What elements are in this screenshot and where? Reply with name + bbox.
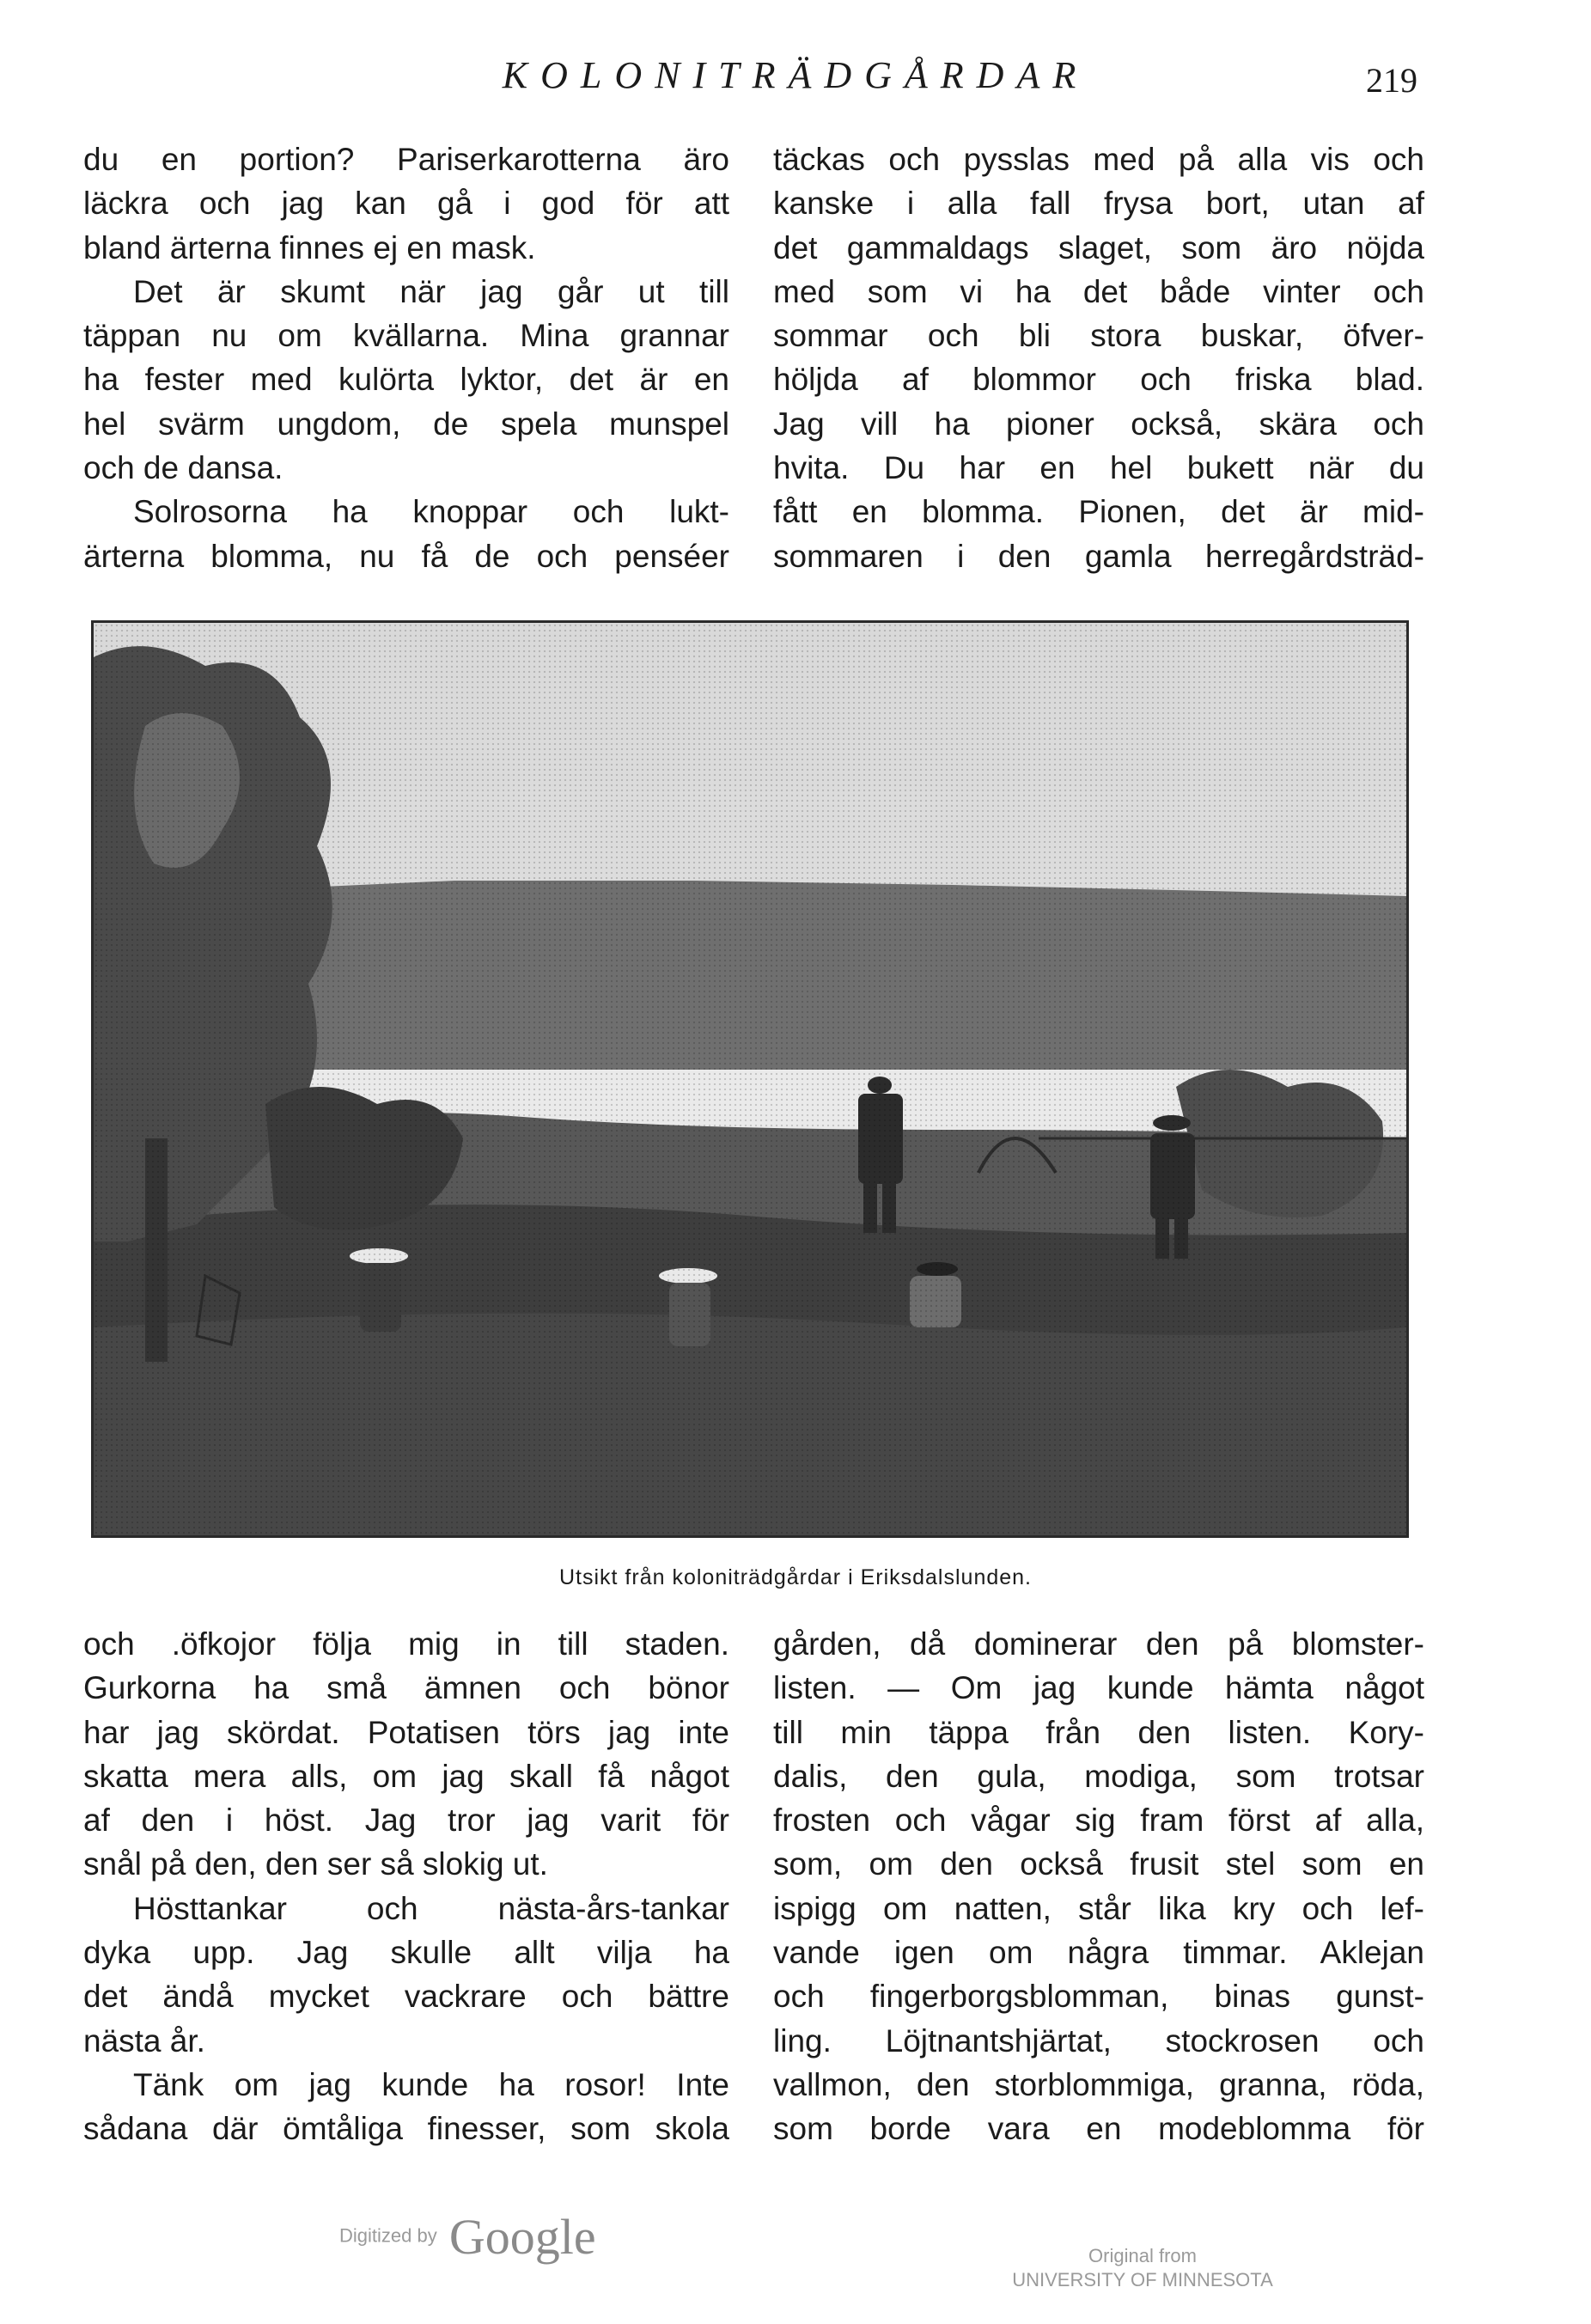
text-line: sommaren i den gamla herregårdsträd- [773, 538, 1424, 574]
text-line: täppan nu om kvällarna. Mina grannar [83, 318, 729, 354]
text-line: du en portion? Pariserkarotterna äro [83, 142, 729, 177]
text-line: täckas och pysslas med på alla vis och [773, 142, 1424, 177]
digitized-by-notice [339, 2208, 596, 2266]
text-line: Gurkorna ha små ämnen och bönor [83, 1670, 729, 1706]
text-line: hvita. Du har en hel bukett när du [773, 450, 1424, 486]
text-line: det ändå mycket vackrare och bättre [83, 1979, 729, 2015]
text-line: höljda af blommor och friska blad. [773, 362, 1424, 398]
top-left-column [83, 137, 729, 578]
text-line: vande igen om några timmar. Aklejan [773, 1935, 1424, 1971]
bottom-right-column [773, 1622, 1424, 2151]
text-line: bland ärterna finnes ej en mask. [83, 229, 536, 265]
text-line: snål på den, den ser så slokig ut. [83, 1846, 548, 1882]
text-line: fått en blomma. Pionen, det är mid- [773, 494, 1424, 530]
text-line: och de dansa. [83, 450, 283, 486]
text-line: ispigg om natten, står lika kry och lef- [773, 1890, 1424, 1926]
google-logo: Google [448, 2209, 596, 2265]
digitized-prefix: Digitized by [339, 2224, 437, 2247]
text-line: läckra och jag kan gå i god för att [83, 186, 729, 222]
text-line: hel svärm ungdom, de spela munspel [83, 406, 729, 442]
text-line: ling. Löjtnantshjärtat, stockrosen och [773, 2022, 1424, 2059]
text-line: af den i höst. Jag tror jag varit för [83, 1802, 729, 1839]
text-line: Tänk om jag kunde ha rosor! Inte [133, 2066, 729, 2102]
bottom-left-column [83, 1622, 729, 2151]
text-line: vallmon, den storblommiga, granna, röda, [773, 2066, 1424, 2102]
top-right-column [773, 137, 1424, 578]
page-number: 219 [1366, 61, 1417, 100]
text-line: listen. — Om jag kunde hämta något [773, 1670, 1424, 1706]
text-line: det gammaldags slaget, som äro nöjda [773, 229, 1424, 265]
text-line: Jag vill ha pioner också, skära och [773, 406, 1424, 442]
text-line: kanske i alla fall frysa bort, utan af [773, 186, 1424, 222]
text-line: som borde vara en modeblomma för [773, 2111, 1424, 2147]
text-line: Solrosorna ha knoppar och lukt- [133, 494, 729, 530]
text-line: till min täppa från den listen. Kory- [773, 1714, 1424, 1750]
text-line: har jag skördat. Potatisen törs jag inte [83, 1714, 729, 1750]
text-line: frosten och vågar sig fram först af alla, [773, 1802, 1424, 1839]
text-line: sommar och bli stora buskar, öfver- [773, 318, 1424, 354]
text-line: nästa år. [83, 2022, 205, 2059]
garden-photograph [91, 620, 1409, 1538]
text-line: sådana där ömtåliga finesser, som skola [83, 2111, 729, 2147]
text-line: och .öfkojor följa mig in till staden. [83, 1626, 729, 1662]
text-line: ärterna blomma, nu få de och penséer [83, 538, 729, 574]
text-line: skatta mera alls, om jag skall få något [83, 1758, 729, 1794]
original-from-label: Original from [1088, 2245, 1197, 2266]
text-line: dyka upp. Jag skulle allt vilja ha [83, 1935, 729, 1971]
text-line: och fingerborgsblomman, binas gunst- [773, 1979, 1424, 2015]
original-from-notice [962, 2244, 1323, 2292]
text-line: Hösttankar och nästa-års-tankar [133, 1890, 729, 1926]
running-title: KOLONITRÄDGÅRDAR [502, 54, 1089, 96]
text-line: som, om den också frusit stel som en [773, 1846, 1424, 1882]
text-line: Det är skumt när jag går ut till [133, 273, 729, 309]
text-line: gården, då dominerar den på blomster- [773, 1626, 1424, 1662]
text-line: dalis, den gula, modiga, som trotsar [773, 1758, 1424, 1794]
text-line: ha fester med kulörta lyktor, det är en [83, 362, 729, 398]
garden-photograph-illustration [94, 623, 1406, 1535]
photo-caption: Utsikt från koloniträdgårdar i Eriksdalslunden. [558, 1565, 1032, 1589]
text-line: med som vi ha det både vinter och [773, 273, 1424, 309]
institution-name: UNIVERSITY OF MINNESOTA [1012, 2269, 1273, 2290]
